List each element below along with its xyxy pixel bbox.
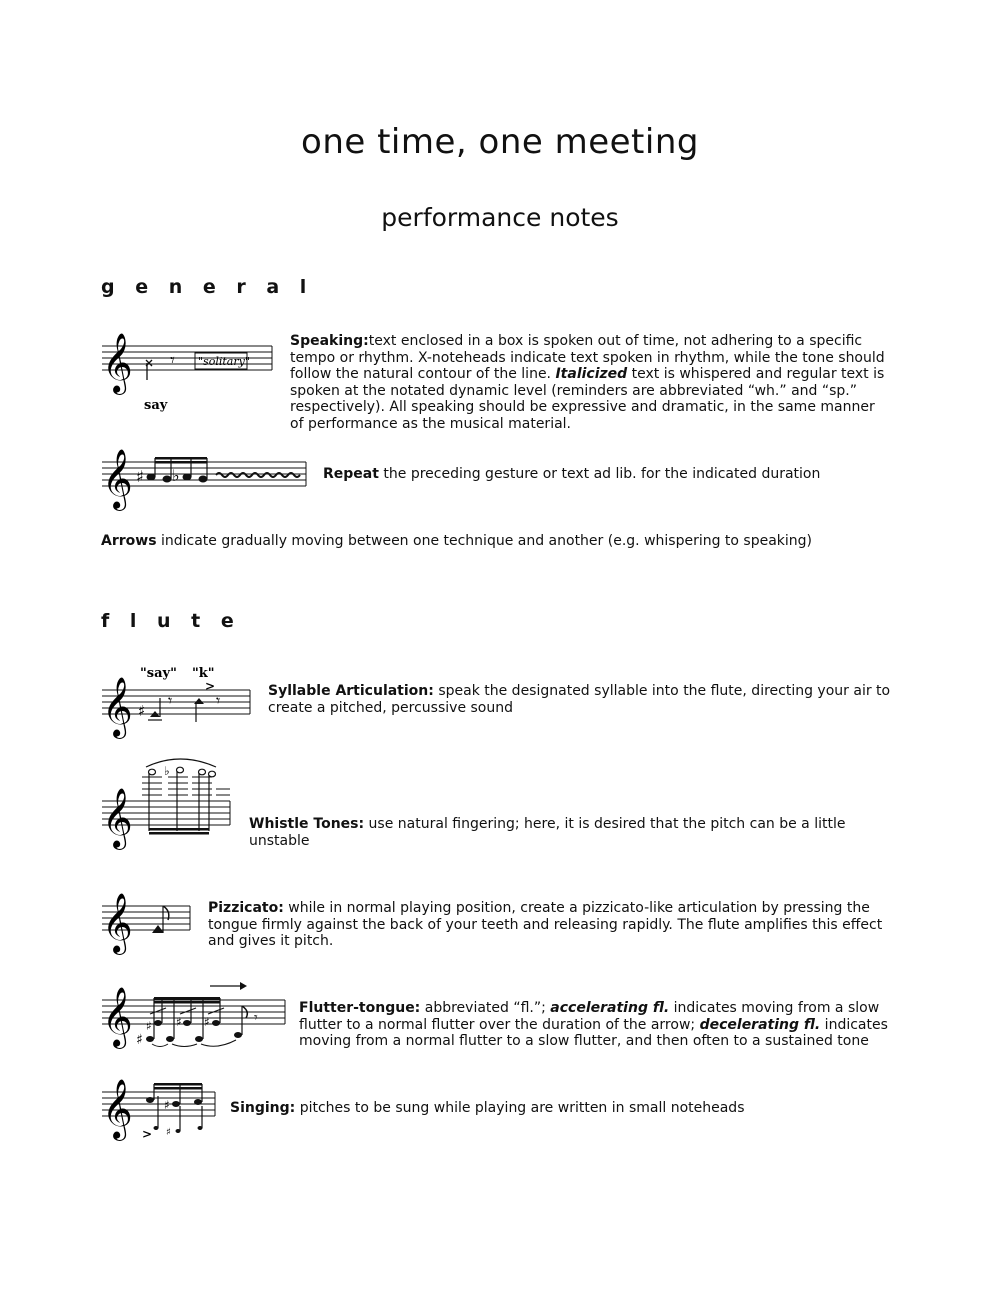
treble-clef-icon: 𝄞: [102, 987, 133, 1047]
accent-icon: >: [205, 679, 216, 693]
speaking-notation-example: [100, 328, 275, 418]
treble-clef-icon: 𝄞: [102, 677, 133, 737]
treble-clef-icon: 𝄞: [102, 788, 133, 848]
sharp-icon: ♯: [138, 702, 146, 720]
syllable-articulation-note: Syllable Articulation: speak the designated syllable into the flute, directing your air to create a pitched, percussive sound: [268, 683, 891, 716]
whistle-tones-example: [100, 755, 235, 860]
slur: [146, 759, 216, 767]
sharp-icon: ♯: [204, 1015, 210, 1029]
sharp-icon: ♯: [166, 1127, 171, 1138]
spoken-text-box: "solitary": [198, 355, 250, 368]
triangle-notehead: [152, 925, 164, 933]
flat-icon: ♭: [164, 764, 170, 778]
sharp-icon: ♯: [176, 1015, 182, 1029]
pizzicato-example: [100, 892, 195, 957]
treble-clef-icon: 𝄞: [102, 449, 133, 509]
accent-icon: >: [142, 1127, 153, 1141]
flat-icon: ♭: [172, 466, 180, 485]
sharp-icon: ♯: [146, 1019, 152, 1033]
document-subtitle: performance notes: [381, 203, 619, 232]
arrows-note: Arrows indicate gradually moving between one technique and another (e.g. whispering to speaking): [101, 533, 813, 549]
pizzicato-note: Pizzicato: while in normal playing position, create a pizzicato-like articulation by pressing the tongue firmly against the back of your teeth and releasing rapidly. The flute amplifies this effect and gives it pitch.: [208, 900, 883, 950]
flutter-tongue-note: Flutter-tongue: abbreviated “fl.”; accelerating fl. indicates moving from a slow flutter to a normal flutter over the duration of the arrow; decelerating fl. indicates moving from a normal flutter to a slow flutter, and then often to a sustained tone: [299, 1000, 888, 1050]
sharp-icon: ♯: [136, 1032, 143, 1048]
eighth-rest-icon: 𝄾: [170, 350, 175, 371]
flutter-tongue-example: [100, 976, 290, 1056]
spoken-word-label: say: [144, 398, 168, 413]
syllable-k-label: "k": [192, 666, 215, 681]
singing-example: [100, 1076, 220, 1151]
repeat-notation-example: [100, 446, 310, 516]
document-title: one time, one meeting: [301, 122, 699, 162]
eighth-rest-icon: 𝄾: [216, 691, 221, 710]
triangle-notehead: [194, 698, 204, 704]
syllable-say-label: "say": [140, 666, 177, 681]
repeat-note: Repeat the preceding gesture or text ad lib. for the indicated duration: [323, 466, 821, 482]
speaking-note: Speaking:text enclosed in a box is spoken out of time, not adhering to a specific tempo or rhythm. X-noteheads indicate text spoken in rhythm, while the tone should follow the natural contour of the line. Italicized text is whispered and regular text is spoken at the notated dynamic level (reminders are abbreviated “wh.” and “sp.” respectively). All speaking should be expressive and dramatic, in the same manner of performance as the musical material.: [290, 333, 885, 432]
sharp-icon: ♯: [136, 467, 144, 486]
singing-note: Singing: pitches to be sung while playing are written in small noteheads: [230, 1100, 745, 1116]
section-heading-general: g e n e r a l: [101, 276, 314, 298]
sharp-icon: ♯: [164, 1098, 170, 1112]
section-heading-flute: f l u t e: [101, 610, 241, 632]
arrow-right-icon: [240, 982, 247, 990]
syllable-articulation-example: [100, 660, 255, 740]
treble-clef-icon: 𝄞: [102, 1079, 133, 1139]
whistle-tones-note: Whistle Tones: use natural fingering; here, it is desired that the pitch can be a little unstable: [249, 816, 846, 849]
eighth-rest-icon: 𝄾: [168, 691, 173, 710]
treble-clef-icon: 𝄞: [102, 893, 133, 953]
eighth-rest-icon: 𝄾: [254, 1010, 258, 1026]
treble-clef-icon: 𝄞: [102, 333, 133, 393]
